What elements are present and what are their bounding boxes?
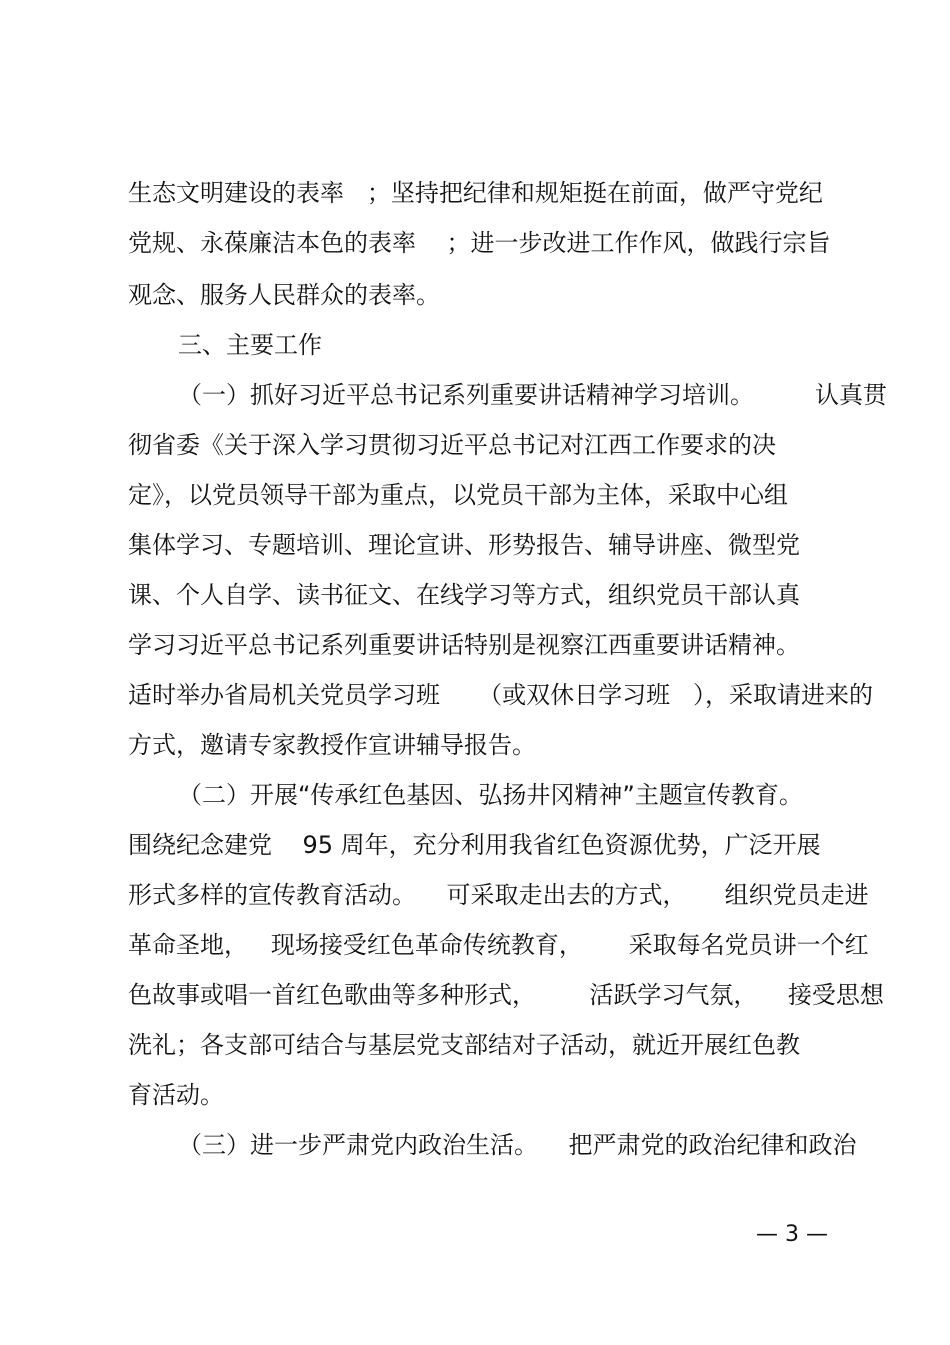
page-number: — 3 —: [756, 1222, 828, 1247]
body-text-line: 定》，以党员领导干部为重点，以党员干部为主体，采取中心组: [128, 481, 788, 509]
body-text-line: 育活动。: [128, 1081, 224, 1109]
paragraph-heading-line: （一）抓好习近平总书记系列重要讲话精神学习培训。 认真贯: [178, 381, 888, 409]
body-text-line: 适时举办省局机关党员学习班 （或双休日学习班 ），采取请进来的: [128, 681, 874, 709]
body-text-line: 课、个人自学、读书征文、在线学习等方式，组织党员干部认真: [128, 581, 800, 609]
body-text-line: 洗礼；各支部可结合与基层党支部结对子活动，就近开展红色教: [128, 1031, 800, 1059]
body-text-line: 学习习近平总书记系列重要讲话特别是视察江西重要讲话精神。: [128, 631, 800, 659]
body-text-line: 形式多样的宣传教育活动。 可采取走出去的方式， 组织党员走进: [128, 881, 869, 909]
paragraph-heading-line: （三）进一步严肃党内政治生活。 把严肃党的政治纪律和政治: [178, 1131, 857, 1159]
body-text-line: 色故事或唱一首红色歌曲等多种形式， 活跃学习气氛， 接受思想: [128, 981, 884, 1009]
section-heading: 三、主要工作: [178, 331, 322, 359]
body-text-line: 彻省委《关于深入学习贯彻习近平总书记对江西工作要求的决: [128, 431, 776, 459]
body-text-line: 集体学习、专题培训、理论宣讲、形势报告、辅导讲座、微型党: [128, 531, 800, 559]
body-text-line: 方式，邀请专家教授作宣讲辅导报告。: [128, 731, 536, 759]
body-text-line: 生态文明建设的表率 ；坚持把纪律和规矩挺在前面，做严守党纪: [128, 179, 823, 207]
paragraph-heading-line: （二）开展“传承红色基因、弘扬井冈精神”主题宣传教育。: [178, 781, 803, 809]
body-text-line: 党规、永葆廉洁本色的表率 ；进一步改进工作作风，做践行宗旨: [128, 229, 831, 257]
body-text-line: 围绕纪念建党 95 周年，充分利用我省红色资源优势，广泛开展: [128, 831, 821, 859]
body-text-line: 革命圣地， 现场接受红色革命传统教育， 采取每名党员讲一个红: [128, 931, 869, 959]
body-text-line: 观念、服务人民群众的表率。: [128, 281, 440, 309]
